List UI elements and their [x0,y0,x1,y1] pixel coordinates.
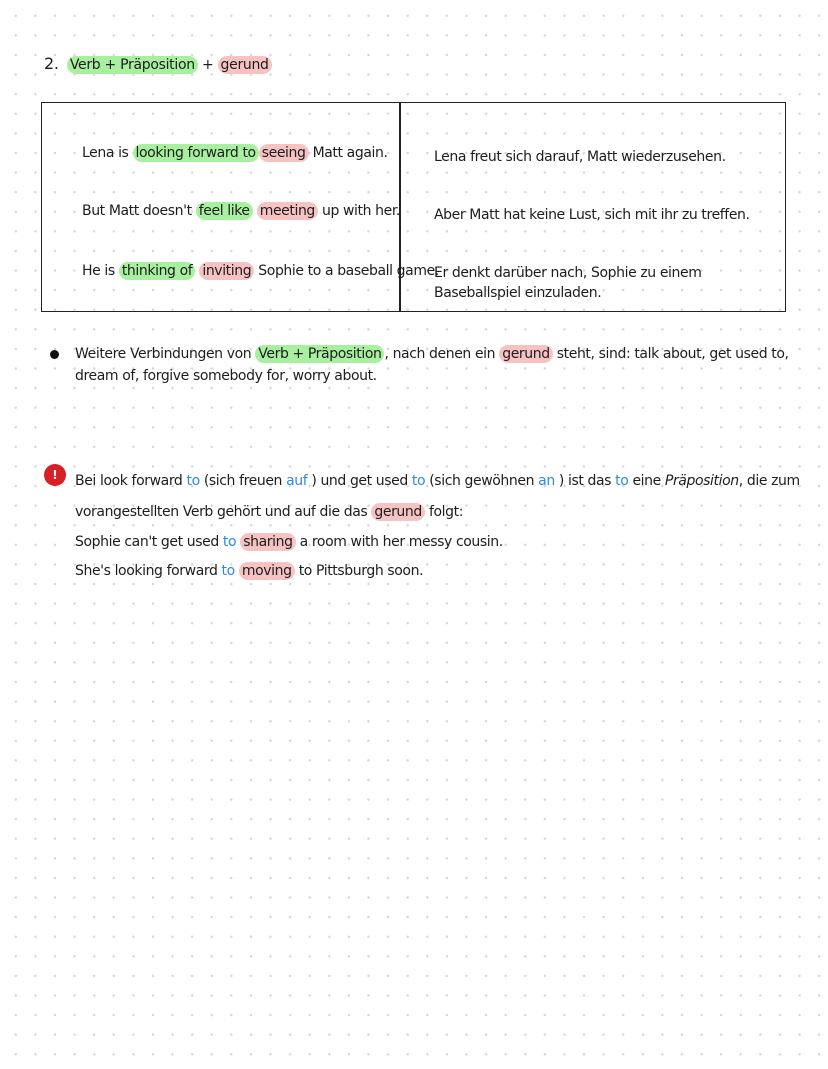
text: He is [82,263,115,279]
text: Sophie can't get used [75,534,219,550]
note-example-2 [75,563,423,579]
text: Sophie to a baseball game. [258,263,439,279]
note-line-1 [75,473,800,489]
gerund-highlight: sharing [240,533,295,551]
gerund-highlight: moving [239,562,295,580]
text: a room with her messy cousin. [299,534,503,550]
text: Bei look forward [75,473,183,489]
note-line-2 [75,504,463,520]
text: Matt again. [312,145,388,161]
gerund-highlight: seeing [259,144,309,162]
text: She's looking forward [75,563,218,579]
section-heading [44,54,272,73]
text: (sich freuen [203,473,283,489]
text: up with her. [321,203,400,219]
text: to Pittsburgh soon. [298,563,424,579]
text: ) und get used [311,473,408,489]
text: vorangestellten Verb gehört und auf die das [75,504,368,520]
preposition-blue: to [411,473,426,489]
text: ) ist das [558,473,612,489]
preposition-blue: auf [286,473,308,489]
preposition-blue: an [538,473,555,489]
preposition-blue: to [186,473,200,489]
text: , die zum [738,473,800,489]
text: steht, sind: talk about, get used to, dream of, forgive somebody for, worry about. [75,346,789,384]
text: (sich gewöhnen [429,473,535,489]
example-en-2 [82,203,400,219]
verb-prep-highlight: Verb + Präposition [255,345,384,363]
text: folgt: [428,504,464,520]
text: Lena is [82,145,129,161]
praeposition-italic: Präposition [664,473,739,489]
verb-prep-highlight: thinking of [119,262,195,280]
example-de-3: Er denkt darüber nach, Sophie zu einem Baseballspiel einzuladen. [434,265,702,301]
example-de-1: Lena freut sich darauf, Matt wiederzusehen. [434,149,726,165]
text: , nach denen ein [384,346,496,362]
example-en-3 [82,263,439,279]
section-number: 2. [44,54,59,73]
text: eine [632,473,661,489]
bullet-paragraph [75,343,795,387]
gerund-label: gerund [218,56,272,74]
plus-sign: + [201,57,214,73]
verb-prep-highlight: feel like [196,202,253,220]
gerund-highlight: inviting [199,262,254,280]
text: Weitere Verbindungen von [75,346,252,362]
example-table [41,102,786,312]
text: But Matt doesn't [82,203,192,219]
gerund-highlight: meeting [257,202,318,220]
gerund-highlight: gerund [499,345,553,363]
gerund-highlight: gerund [371,503,425,521]
preposition-blue: to [221,563,235,579]
example-en-1 [82,145,388,161]
verb-prep-highlight: looking forward to [133,144,259,162]
preposition-blue: to [222,534,237,550]
verb-preposition-label: Verb + Präposition [67,56,198,74]
example-de-2: Aber Matt hat keine Lust, sich mit ihr zu treffen. [434,207,750,223]
bullet-icon [50,350,59,359]
exclamation-icon: ! [44,464,66,486]
note-example-1 [75,534,503,550]
preposition-blue: to [615,473,629,489]
